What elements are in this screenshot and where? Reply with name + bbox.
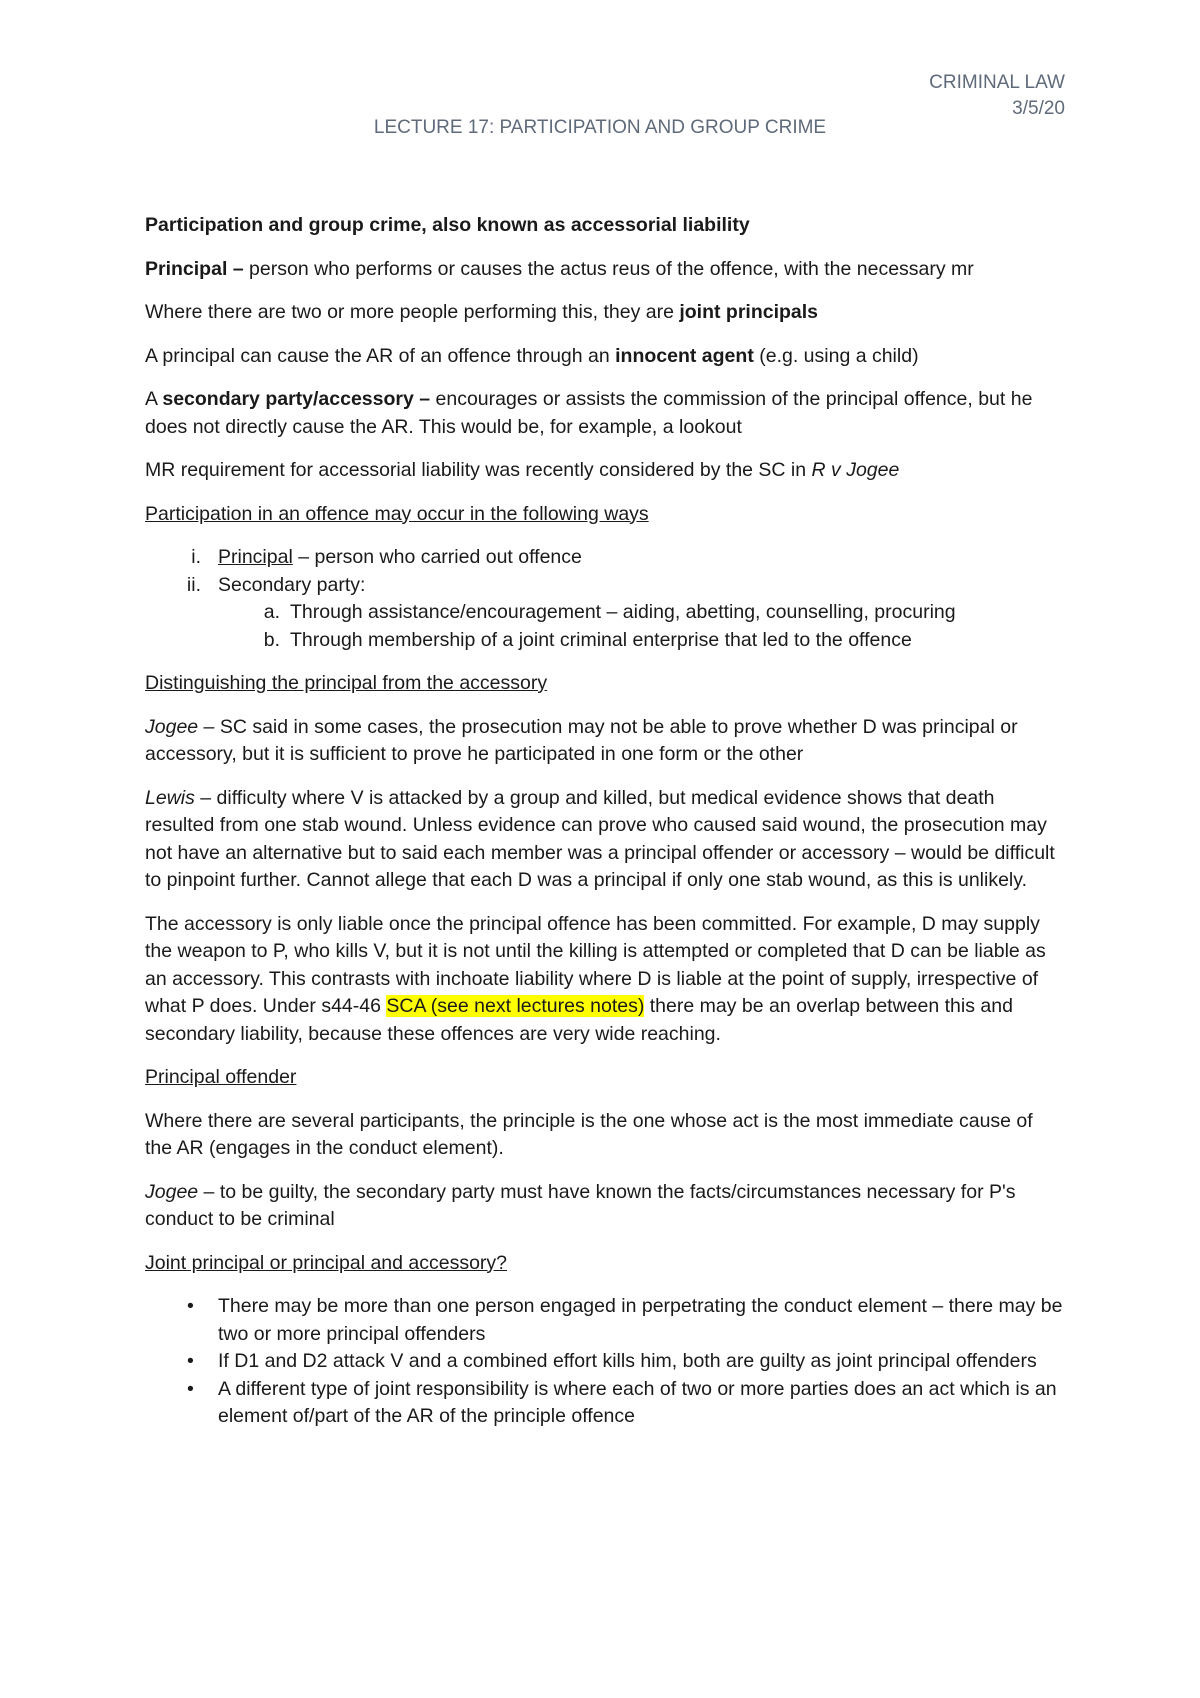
list-item-text: Secondary party: — [218, 573, 366, 596]
joint-principal-heading: Joint principal or principal and accessory? — [145, 1251, 508, 1274]
list-marker: b. — [263, 628, 280, 651]
case-name-jogee: Jogee — [145, 1180, 199, 1203]
secondary-party-sublist — [218, 599, 1065, 654]
innocent-text-post: (e.g. using a child) — [753, 344, 919, 367]
bullet-item — [145, 1348, 1065, 1376]
principal-term: Principal – — [145, 257, 244, 280]
date-label: 3/5/20 — [1012, 98, 1065, 119]
page-title: LECTURE 17: PARTICIPATION AND GROUP CRIME — [373, 117, 827, 138]
list-item-text: – person who carried out offence — [292, 546, 582, 568]
bullet-text: A different type of joint responsibility is where each of two or more parties does an act which is an element of/part of the AR of the principle offence — [218, 1377, 1057, 1427]
innocent-agent-paragraph — [145, 343, 1065, 371]
joint-principals-paragraph — [145, 299, 1065, 327]
case-name-lewis: Lewis — [145, 786, 195, 809]
list-item-text: Through membership of a joint criminal enterprise that led to the offence — [290, 628, 912, 651]
bullet-icon: • — [187, 1377, 194, 1400]
innocent-agent-term: innocent agent — [615, 344, 754, 367]
jogee-knowledge-paragraph — [145, 1179, 1065, 1234]
mr-text: MR requirement for accessorial liability was recently considered by the SC in — [145, 459, 812, 481]
highlighted-text: SCA (see next lectures notes) — [386, 995, 645, 1017]
secondary-party-term: secondary party/accessory – — [162, 388, 431, 410]
list-item — [145, 599, 1065, 627]
list-item-text: Through assistance/encouragement – aiding, abetting, counselling, procuring — [290, 601, 956, 623]
list-item — [145, 572, 1065, 655]
course-label: CRIMINAL LAW — [929, 72, 1065, 93]
ways-heading: Participation in an offence may occur in the following ways — [145, 502, 649, 525]
accessory-text-post: there may be an overlap between this and secondary liability, because these offences are very wide reaching. — [145, 995, 1013, 1045]
principal-list-term: Principal — [218, 546, 293, 568]
mr-requirement-paragraph — [145, 457, 1065, 485]
document-body — [145, 212, 1065, 1431]
list-marker: i. — [191, 546, 201, 568]
innocent-text-pre: A principal can cause the AR of an offence through an — [145, 344, 616, 367]
bullet-icon: • — [187, 1295, 194, 1317]
secondary-text-pre: A — [145, 388, 163, 410]
bullet-icon: • — [187, 1350, 194, 1372]
bullet-text: If D1 and D2 attack V and a combined effort kills him, both are guilty as joint principal offenders — [218, 1350, 1037, 1372]
distinguishing-heading: Distinguishing the principal from the accessory — [145, 672, 548, 694]
principal-definition — [145, 256, 1065, 284]
principal-offender-paragraph: Where there are several participants, the principle is the one whose act is the most immediate cause of the AR (engages in the conduct element). — [145, 1109, 1033, 1159]
joint-text: Where there are two or more people performing this, they are — [145, 301, 680, 323]
joint-principal-bullets — [145, 1293, 1065, 1431]
list-item — [145, 544, 1065, 572]
bullet-item — [145, 1293, 1065, 1348]
principal-def-text: person who performs or causes the actus reus of the offence, with the necessary mr — [243, 257, 974, 280]
accessory-text-pre: The accessory is only liable once the principal offence has been committed. For example, D may supply the weapon to P, who kills V, but it is not until the killing is attempted or completed that D can be liable as an accessory. This contrasts with inchoate liability where D is liable at the point of supply, irrespective of what P does. Under s44-46 — [145, 912, 1046, 1017]
section-heading: Participation and group crime, also known as accessorial liability — [145, 214, 750, 236]
bullet-item — [145, 1376, 1065, 1431]
secondary-party-paragraph — [145, 386, 1065, 441]
participation-list — [145, 544, 1065, 654]
case-text: – difficulty where V is attacked by a group and killed, but medical evidence shows that death resulted from one stab wound. Unless evidence can prove who caused said wound, the prosecution may not have an alternative but to said each member was a principal offender or accessory – would be difficult to pinpoint further. Cannot allege that each D was a principal if only one stab wound, as this is unlikely. — [145, 786, 1055, 891]
list-marker: ii. — [186, 573, 201, 596]
principal-offender-heading: Principal offender — [145, 1066, 297, 1088]
list-marker: a. — [263, 601, 280, 623]
case-text: – SC said in some cases, the prosecution may not be able to prove whether D was principal or accessory, but it is sufficient to prove he participated in one form or the other — [145, 715, 1018, 765]
jogee-paragraph — [145, 714, 1065, 769]
case-name-jogee: R v Jogee — [811, 459, 900, 481]
bullet-text: There may be more than one person engaged in perpetrating the conduct element – there may be two or more principal offenders — [218, 1295, 1063, 1345]
joint-principals-term: joint principals — [679, 301, 819, 323]
list-item — [145, 627, 1065, 655]
secondary-text-post: encourages or assists the commission of the principal offence, but he does not directly cause the AR. This would be, for example, a lookout — [145, 388, 1033, 438]
case-name-jogee: Jogee — [145, 715, 199, 738]
accessory-liability-paragraph — [145, 911, 1065, 1049]
case-text: – to be guilty, the secondary party must have known the facts/circumstances necessary for P's conduct to be criminal — [145, 1180, 1016, 1230]
lewis-paragraph — [145, 785, 1065, 895]
